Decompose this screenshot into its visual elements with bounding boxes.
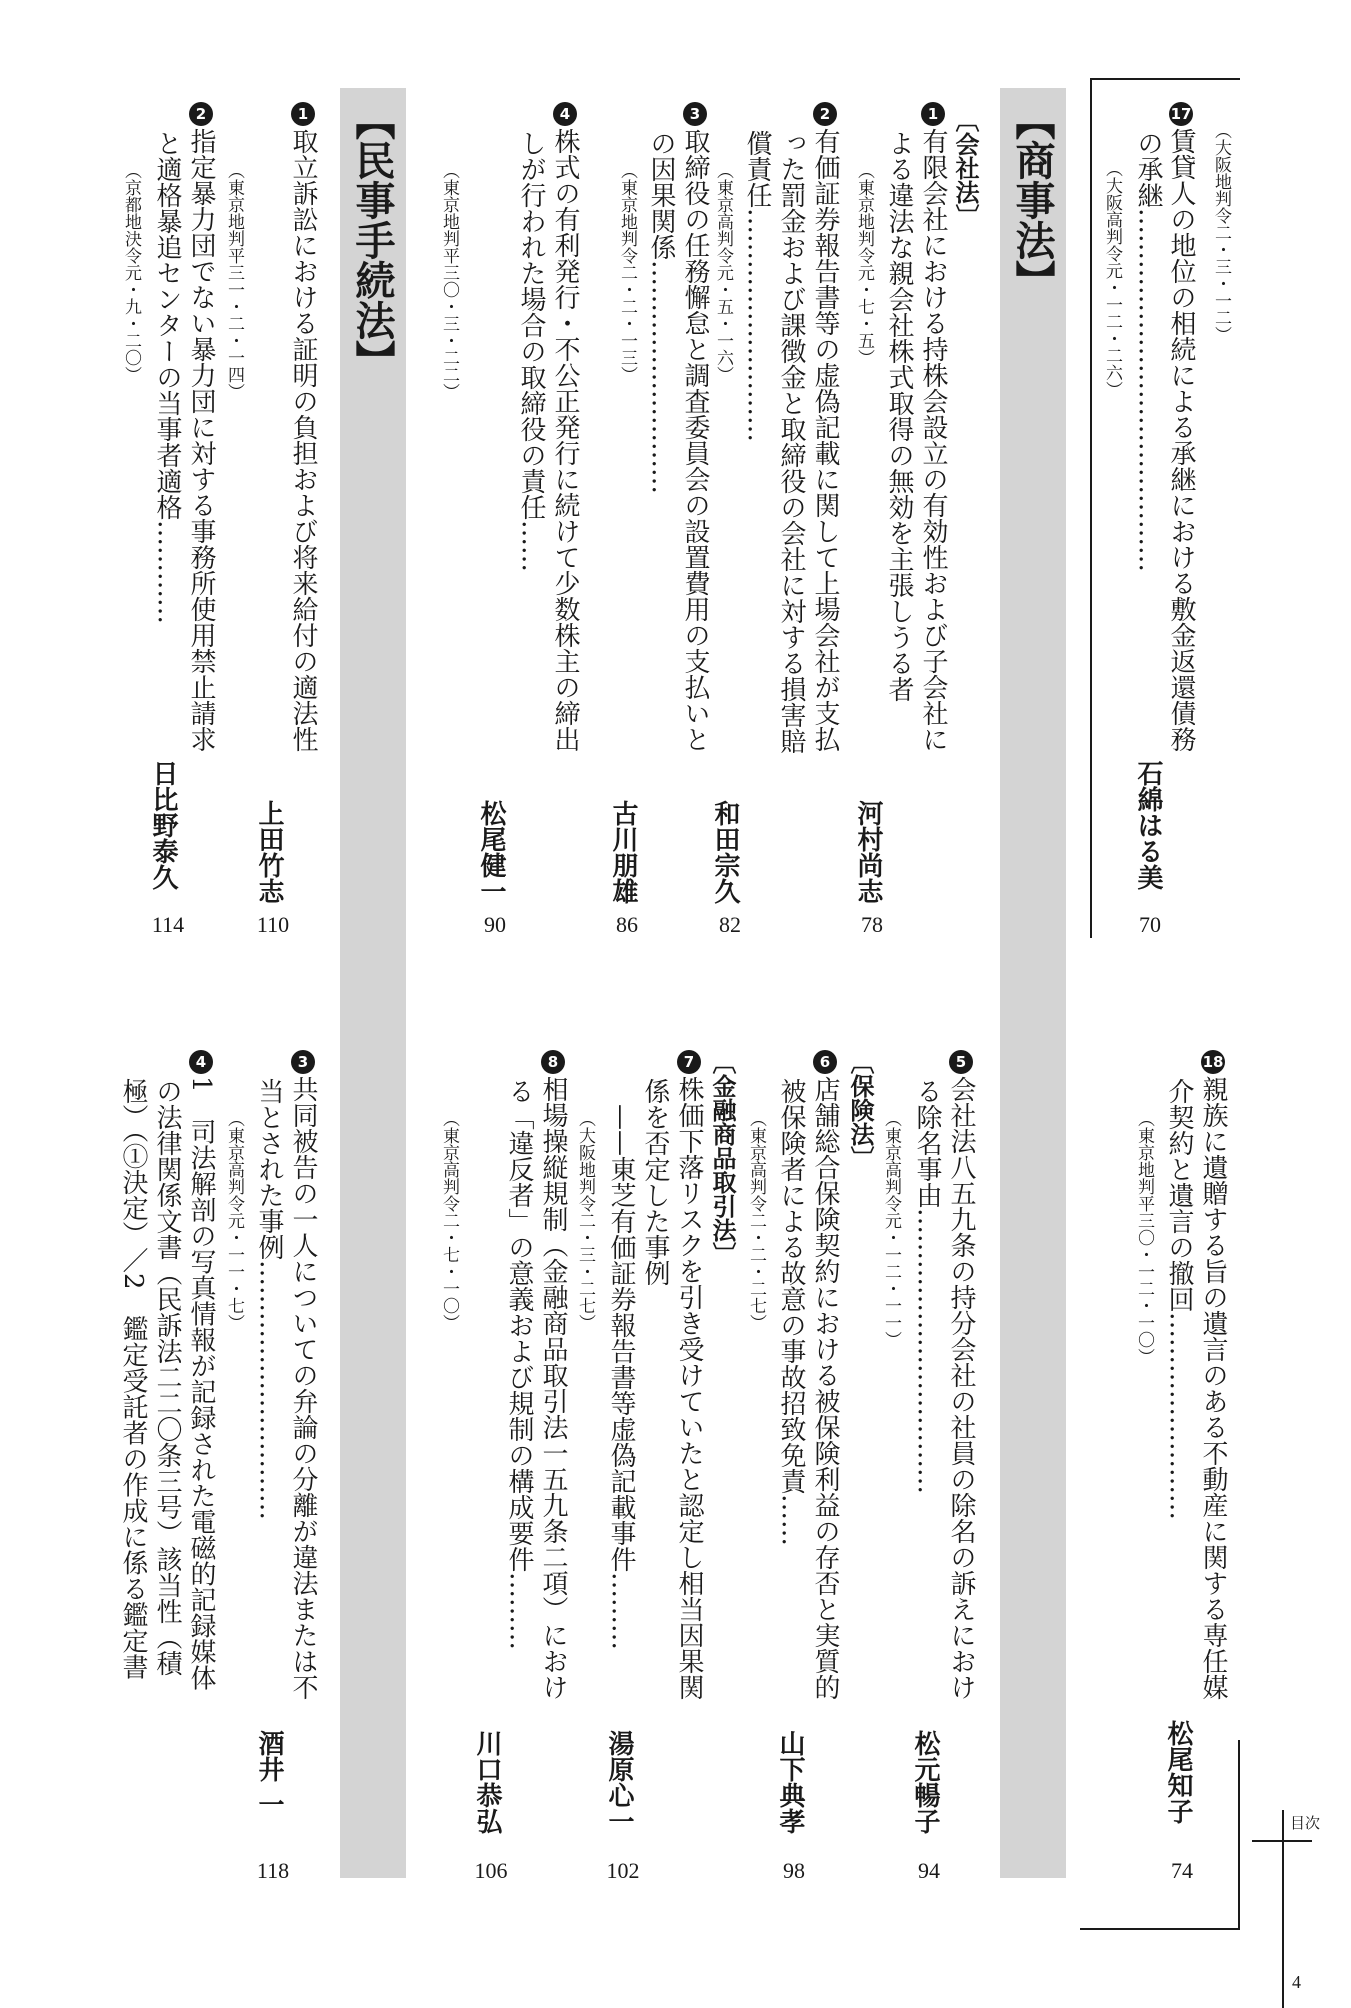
shoji-entry-1-court: （東京地判令元・七・五） [854, 162, 874, 366]
entry-number-badge: 4 [553, 102, 577, 126]
minji-entry-3-line1 [290, 1050, 316, 1700]
entry-number-badge: 1 [291, 102, 315, 126]
shoji-entry-3-line1-text: 取締役の任務懈怠と調査委員会の設置費用の支払いと [680, 128, 710, 752]
shoji-entry-5-page: 94 [918, 1858, 940, 1883]
minji-entry-3-court: （東京高判令元・一一・七） [224, 1110, 244, 1331]
shoji-entry-2-line1 [812, 102, 838, 752]
minji-entry-3-author: 酒井 一 [254, 1730, 284, 1818]
minji-entry-4-line1 [188, 1050, 214, 1691]
entry-number-badge: 2 [813, 102, 837, 126]
shoji-entry-4-page: 90 [484, 912, 506, 937]
shoji-entry-4-line1-text: 株式の有利発行・不公正発行に続けて少数株主の締出 [550, 128, 580, 752]
entry-18-page: 74 [1171, 1858, 1193, 1883]
minji-entry-1-line1-text: 取立訴訟における証明の負担および将来給付の適法性 [288, 128, 318, 752]
shoji-entry-8-line1-text: 相場操縦規制（金融商品取引法一五九条二項）におけ [538, 1076, 568, 1700]
shoji-entry-1-line2: よる違法な親会社株式取得の無効を主張しうる者 [884, 130, 914, 702]
shoji-entry-7-line1 [676, 1050, 702, 1700]
entry-number-badge: 3 [291, 1050, 315, 1074]
shoji-entry-7-line2: 係を否定した事例 [640, 1078, 670, 1286]
shoji-entry-8-line2: る「違反者」の意義および規制の構成要件……… [504, 1078, 534, 1650]
entry-number-badge: 18 [1201, 1050, 1225, 1074]
top-frame-rule [1090, 78, 1240, 80]
entry-17-title-line2: の承継…………………………………… [1133, 130, 1163, 572]
minji-entry-1-line1 [290, 102, 316, 752]
entry-17-line1-text: 賃貸人の地位の相続による承継における敷金返還債務 [1166, 128, 1196, 752]
minji-entry-1-author: 上田竹志 [254, 800, 284, 904]
shoji-entry-8-page: 106 [474, 1858, 508, 1883]
entry-18-line1-text: 親族に遺贈する旨の遺言のある不動産に関する専任媒 [1198, 1076, 1228, 1700]
minji-entry-2-page: 114 [151, 912, 185, 937]
entry-17-page: 70 [1139, 912, 1161, 937]
subsection-kinyu: 〔金融商品取引法〕 [708, 1050, 736, 1266]
minji-entry-3-page: 118 [256, 1858, 290, 1883]
shoji-entry-2-court: （東京高判令元・五・一六） [713, 162, 733, 383]
shoji-entry-3-page: 86 [616, 912, 638, 937]
shoji-entry-4-line2: しが行われた場合の取締役の責任…… [516, 130, 546, 572]
shoji-entry-6-author: 山下典孝 [775, 1730, 805, 1834]
subsection-kaisha: 〔会社法〕 [951, 108, 979, 228]
entry-17-court: （大阪高判令元・一二・二六） [1102, 160, 1122, 398]
minji-entry-4-line2: の法律関係文書（民訴法二二〇条三号）該当性（積 [152, 1078, 182, 1676]
entry-17-title-line1 [1168, 102, 1194, 752]
shoji-entry-3-line1 [682, 102, 708, 752]
shoji-entry-5-court: （東京高判令元・一二・一一） [881, 1110, 901, 1348]
shoji-entry-3-court: （東京地判令二・二・一三） [617, 162, 637, 383]
entry-18-author: 松尾知子 [1163, 1720, 1193, 1824]
margin-horizontal-rule [1252, 1840, 1312, 1842]
minji-entry-2-line2: と適格暴追センターの当事者適格………… [152, 130, 182, 624]
shoji-entry-8-court: （東京高判令二・七・一〇） [439, 1110, 459, 1331]
shoji-entry-8-line1 [540, 1050, 566, 1700]
entry-number-badge: 7 [677, 1050, 701, 1074]
section-title-minji: 【民事手続法】 [349, 100, 395, 380]
subsection-hoken: 〔保険法〕 [846, 1050, 874, 1170]
minji-entry-2-line1 [188, 102, 214, 752]
shoji-entry-5-line1-text: 会社法八五九条の持分会社の社員の除名の訴えにおけ [946, 1076, 976, 1700]
shoji-entry-4-author: 松尾健一 [476, 800, 506, 904]
minji-entry-2-court: （京都地決令元・九・二〇） [121, 162, 141, 383]
shoji-entry-6-line1-text: 店舗総合保険契約における被保険利益の存否と実質的 [810, 1076, 840, 1700]
shoji-entry-4-court: （東京地判平三〇・三・二二） [439, 162, 459, 400]
shoji-entry-6-line2: 被保険者による故意の事故招致免責…… [776, 1078, 806, 1546]
shoji-entry-3-line2: の因果関係……………………… [646, 130, 676, 494]
shoji-entry-7-court: （大阪地判令二・三・二七） [575, 1110, 595, 1331]
shoji-entry-2-line2: った罰金および課徴金と取締役の会社に対する損害賠 [776, 130, 806, 754]
entry-number-badge: 17 [1169, 102, 1193, 126]
minji-entry-2-line1-text: 指定暴力団でない暴力団に対する事務所使用禁止請求 [186, 128, 216, 752]
page-number: 4 [1292, 1972, 1301, 1992]
minji-entry-4-line3: 極）（①決定）／2 鑑定受託者の作成に係る鑑定書 [118, 1078, 148, 1680]
shoji-entry-6-line1 [812, 1050, 838, 1700]
shoji-entry-7-line3: ——東芝有価証券報告書等虚偽記載事件……… [606, 1104, 636, 1650]
shoji-entry-4-line1 [552, 102, 578, 752]
entry-18-court: （東京地判平三〇・一二・一〇） [1134, 1110, 1154, 1365]
minji-entry-4-line1-text: 1 司法解剖の写真情報が記録された電磁的記録媒体 [186, 1076, 216, 1691]
entry-18-line1 [1200, 1050, 1226, 1700]
shoji-entry-5-line2: る除名事由…………………………… [912, 1078, 942, 1494]
shoji-entry-6-page: 98 [783, 1858, 805, 1883]
margin-label: 目次 [1290, 1814, 1321, 1832]
shoji-entry-5-author: 松元暢子 [910, 1730, 940, 1834]
entry-number-badge: 8 [541, 1050, 565, 1074]
section-band-shoji [1000, 88, 1066, 1878]
minji-entry-1-page: 110 [256, 912, 290, 937]
bottom-frame-vertical-rule [1238, 1740, 1240, 1930]
entry-18-line2: 介契約と遺言の撤回…………………… [1164, 1078, 1194, 1520]
shoji-entry-1-page: 78 [861, 912, 883, 937]
minji-entry-3-line2: 当とされた事例………………………… [254, 1078, 284, 1520]
shoji-entry-8-author: 川口恭弘 [472, 1730, 502, 1834]
entry-number-badge: 5 [949, 1050, 973, 1074]
shoji-entry-7-page: 102 [606, 1858, 640, 1883]
section-title-shoji: 【商事法】 [1009, 100, 1055, 300]
top-frame-vertical-rule [1090, 78, 1092, 938]
entry-number-badge: 4 [189, 1050, 213, 1074]
shoji-entry-2-author: 和田宗久 [710, 800, 740, 904]
shoji-entry-1-line1-text: 有限会社における持株会設立の有効性および子会社に [918, 128, 948, 752]
entry-number-badge: 1 [921, 102, 945, 126]
entry-17-prev-court: （大阪地判令二・三・一二） [1211, 122, 1231, 343]
shoji-entry-6-court: （東京高判令二・二・二七） [746, 1110, 766, 1331]
shoji-entry-7-line1-text: 株価下落リスクを引き受けていたと認定し相当因果関 [674, 1076, 704, 1700]
shoji-entry-2-line3: 償責任……………………… [742, 130, 772, 442]
minji-entry-2-author: 日比野泰久 [148, 760, 178, 890]
minji-entry-3-line1-text: 共同被告の一人についての弁論の分離が違法または不 [288, 1076, 318, 1700]
bottom-frame-rule [1080, 1928, 1240, 1930]
shoji-entry-1-line1 [920, 102, 946, 752]
minji-entry-1-court: （東京地判平三一・二・一四） [224, 162, 244, 400]
shoji-entry-1-author: 河村尚志 [853, 800, 883, 904]
entry-number-badge: 3 [683, 102, 707, 126]
shoji-entry-2-page: 82 [719, 912, 741, 937]
shoji-entry-2-line1-text: 有価証券報告書等の虚偽記載に関して上場会社が支払 [810, 128, 840, 752]
shoji-entry-3-author: 古川朋雄 [608, 800, 638, 904]
entry-17-author: 石綿はる美 [1133, 760, 1163, 890]
entry-number-badge: 2 [189, 102, 213, 126]
shoji-entry-5-line1 [948, 1050, 974, 1700]
entry-number-badge: 6 [813, 1050, 837, 1074]
shoji-entry-7-author: 湯原心一 [604, 1730, 634, 1834]
